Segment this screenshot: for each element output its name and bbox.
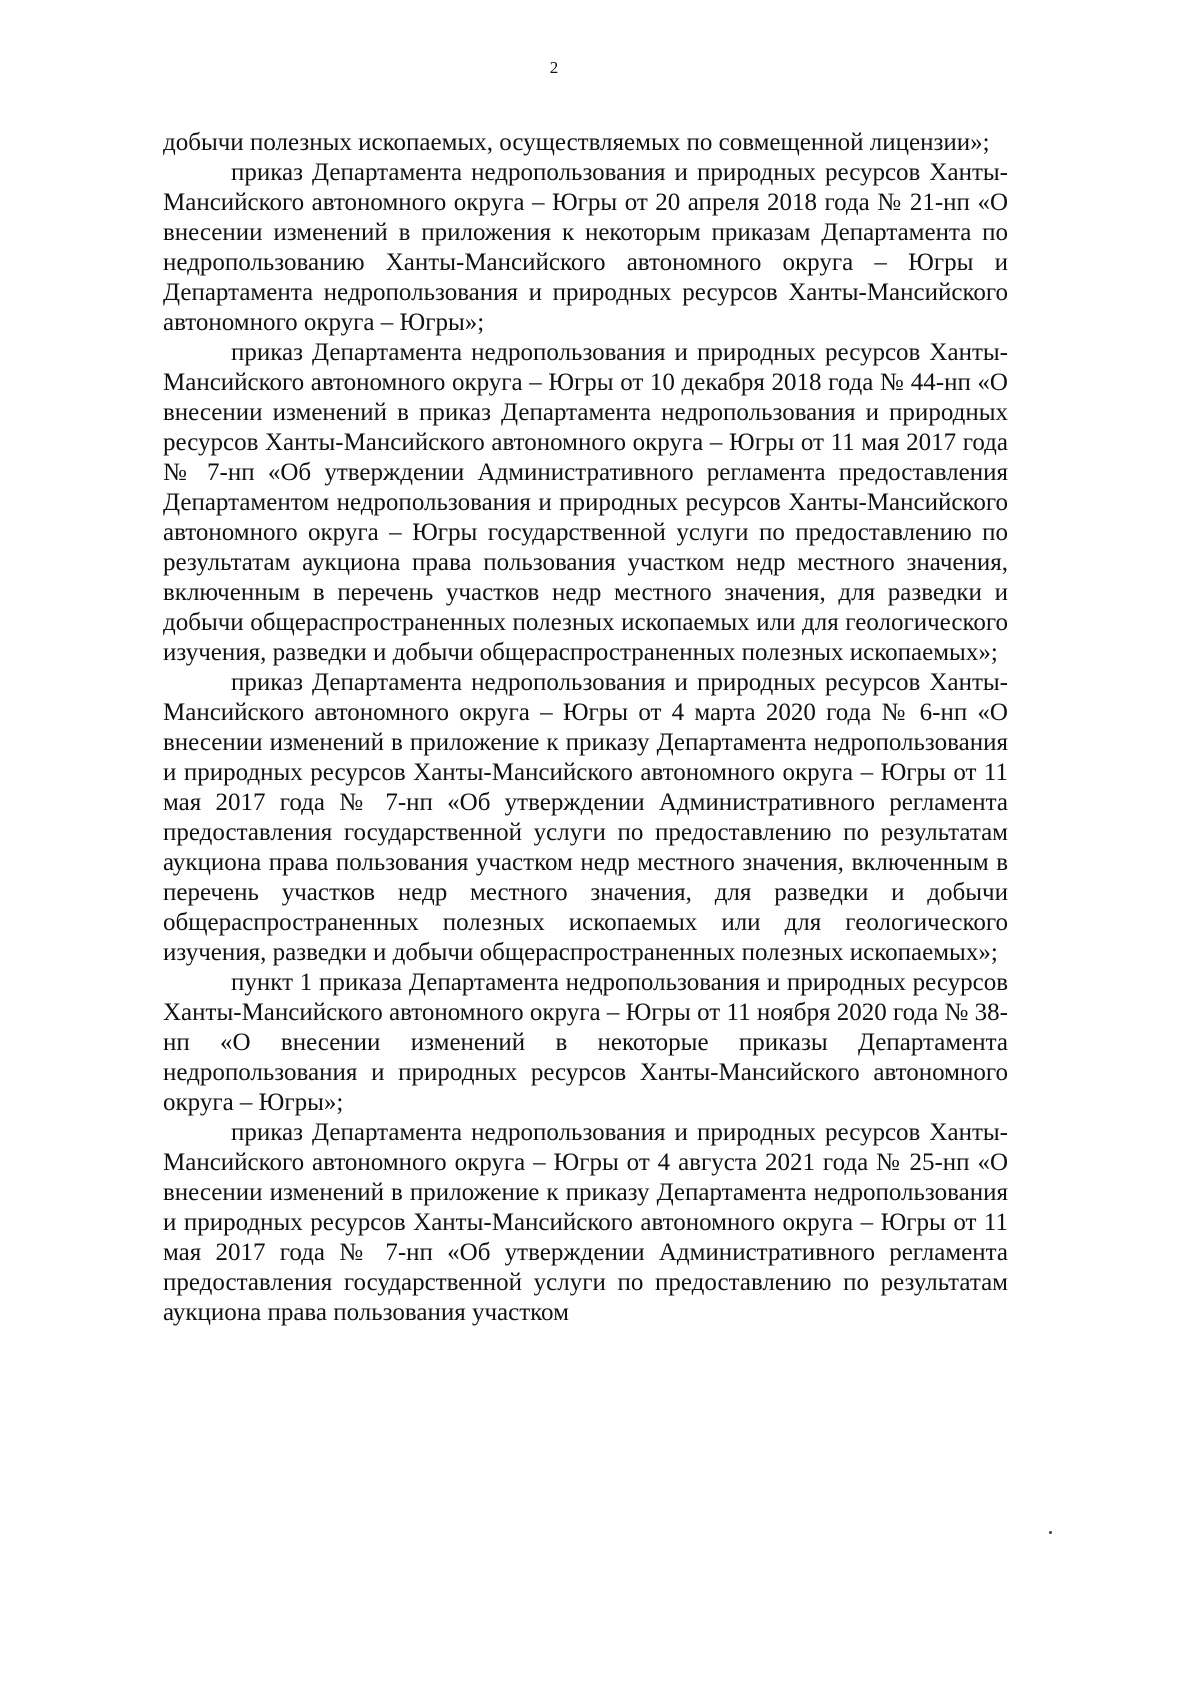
- paragraph-order-2018-44: приказ Департамента недропользования и природных ресурсов Ханты-Мансийского автономного округа – Югры от 10 декабря 2018 года № 44-нп «О внесении изменений в приказ Департамента недропользования и природных ресурсов Ханты-Мансийского автономного округа – Югры от 11 мая 2017 года № 7-нп «Об утверждении Административного регламента предоставления Департаментом недропользования и природных ресурсов Ханты-Мансийского автономного округа – Югры государственной услуги по предоставлению по результатам аукциона права пользования участком недр местного значения, включенным в перечень участков недр местного значения, для разведки и добычи общераспространенных полезных ископаемых или для геологического изучения, разведки и добычи общераспространенных полезных ископаемых»;: [163, 339, 1008, 666]
- scan-speck: [1049, 1531, 1052, 1534]
- paragraph-order-2021-25: приказ Департамента недропользования и природных ресурсов Ханты-Мансийского автономного округа – Югры от 4 августа 2021 года № 25-нп «О внесении изменений в приложение к приказу Департамента недропользования и природных ресурсов Ханты-Мансийского автономного округа – Югры от 11 мая 2017 года № 7-нп «Об утверждении Административного регламента предоставления государственной услуги по предоставлению по результатам аукциона права пользования участком: [163, 1119, 1008, 1326]
- paragraph-order-2020-6: приказ Департамента недропользования и природных ресурсов Ханты-Мансийского автономного округа – Югры от 4 марта 2020 года № 6-нп «О внесении изменений в приложение к приказу Департамента недропользования и природных ресурсов Ханты-Мансийского автономного округа – Югры от 11 мая 2017 года № 7-нп «Об утверждении Административного регламента предоставления государственной услуги по предоставлению по результатам аукциона права пользования участком недр местного значения, включенным в перечень участков недр местного значения, для разведки и добычи общераспространенных полезных ископаемых или для геологического изучения, разведки и добычи общераспространенных полезных ископаемых»;: [163, 669, 1008, 966]
- paragraph-order-2020-38: пункт 1 приказа Департамента недропользования и природных ресурсов Ханты-Мансийского автономного округа – Югры от 11 ноября 2020 года № 38-нп «О внесении изменений в некоторые приказы Департамента недропользования и природных ресурсов Ханты-Мансийского автономного округа – Югры»;: [163, 969, 1008, 1116]
- paragraph-continuation: добычи полезных ископаемых, осуществляемых по совмещенной лицензии»;: [163, 129, 990, 156]
- paragraph-order-2018-21: приказ Департамента недропользования и природных ресурсов Ханты-Мансийского автономного округа – Югры от 20 апреля 2018 года № 21-нп «О внесении изменений в приложения к некоторым приказам Департамента по недропользованию Ханты-Мансийского автономного округа – Югры и Департамента недропользования и природных ресурсов Ханты-Мансийского автономного округа – Югры»;: [163, 159, 1008, 336]
- document-body: [163, 128, 1008, 1328]
- page-number: 2: [549, 58, 559, 77]
